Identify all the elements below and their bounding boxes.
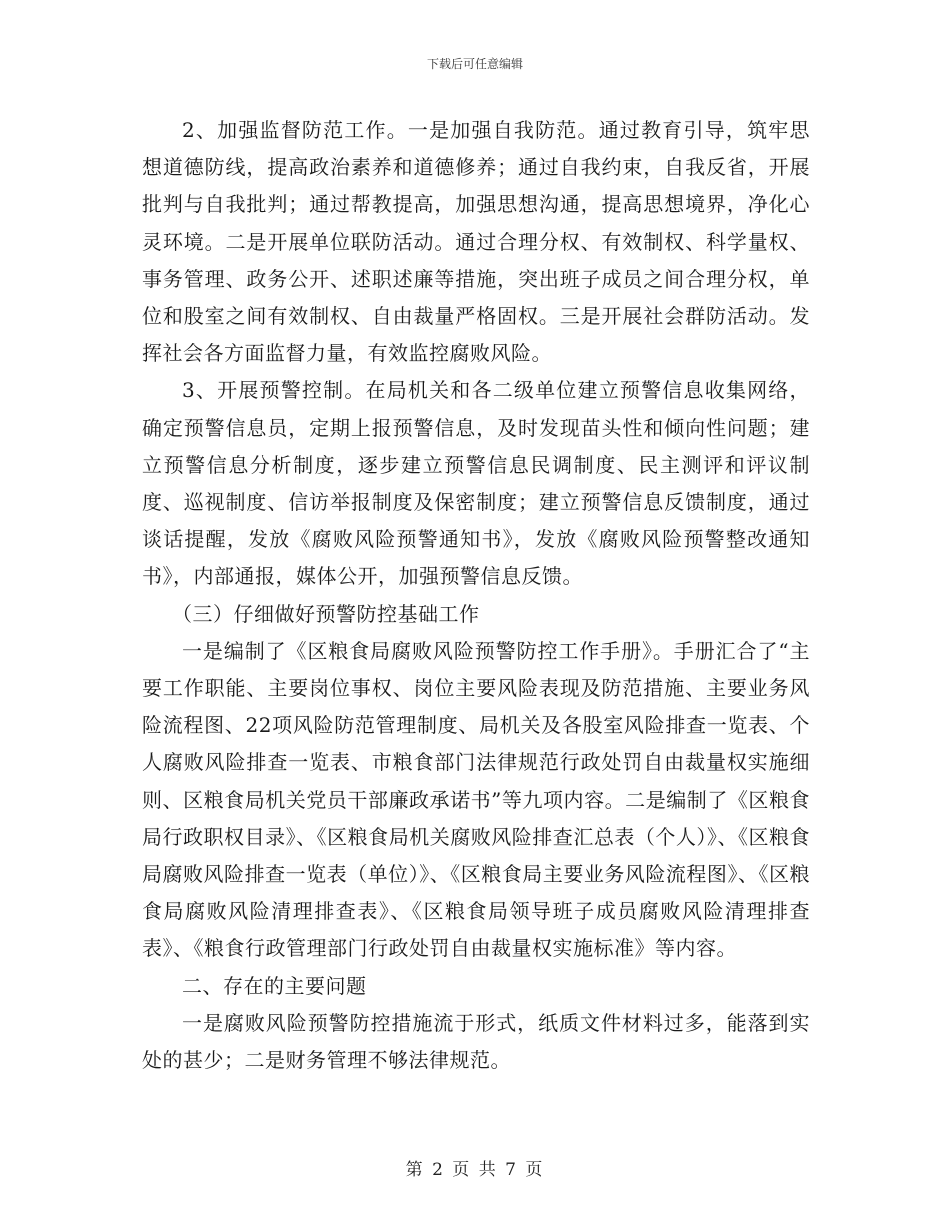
document-body (142, 112, 810, 1079)
paragraph-handbook: 一是编制了《区粮食局腐败风险预警防控工作手册》。手册汇合了“主要工作职能、主要岗位事权、岗位主要风险表现及防范措施、主要业务风险流程图、22项风险防范管理制度、局机关及各股室风险排查一览表、个人腐败风险排查一览表、市粮食部门法律规范行政处罚自由裁量权实施细则、区粮食局机关党员干部廉政承诺书”等九项内容。二是编制了《区粮食局行政职权目录》、《区粮食局机关腐败风险排查汇总表（个人）》、《区粮食局腐败风险排查一览表（单位）》、《区粮食局主要业务风险流程图》、《区粮食局腐败风险清理排查表》、《区粮食局领导班子成员腐败风险清理排查表》、《粮食行政管理部门行政处罚自由裁量权实施标准》等内容。 (142, 638, 810, 961)
paragraph-supervision: 2、加强监督防范工作。一是加强自我防范。通过教育引导，筑牢思想道德防线，提高政治素养和道德修养；通过自我约束，自我反省，开展批判与自我批判；通过帮教提高，加强思想沟通，提高思想境界，净化心灵环境。二是开展单位联防活动。通过合理分权、有效制权、科学量权、事务管理、政务公开、述职述廉等措施，突出班子成员之间合理分权，单位和股室之间有效制权、自由裁量严格固权。三是开展社会群防活动。发挥社会各方面监督力量，有效监控腐败风险。 (142, 118, 810, 366)
paragraph-early-warning: 3、开展预警控制。在局机关和各二级单位建立预警信息收集网络，确定预警信息员，定期上报预警信息，及时发现苗头性和倾向性问题；建立预警信息分析制度，逐步建立预警信息民调制度、民主测评和评议制度、巡视制度、信访举报制度及保密制度；建立预警信息反馈制度，通过谈话提醒，发放《腐败风险预警通知书》，发放《腐败风险预警整改通知书》，内部通报，媒体公开，加强预警信息反馈。 (142, 378, 810, 589)
page-header-note: 下载后可任意编辑 (426, 57, 523, 71)
section-heading-basic-work: （三）仔细做好预警防控基础工作 (172, 601, 480, 626)
paragraph-problems: 一是腐败风险预警防控措施流于形式，纸质文件材料过多，能落到实处的甚少；二是财务管理不够法律规范。 (142, 1010, 810, 1073)
page-number: 第 2 页 共 7 页 (405, 1160, 545, 1180)
section-heading-main-problems: 二、存在的主要问题 (182, 973, 367, 998)
